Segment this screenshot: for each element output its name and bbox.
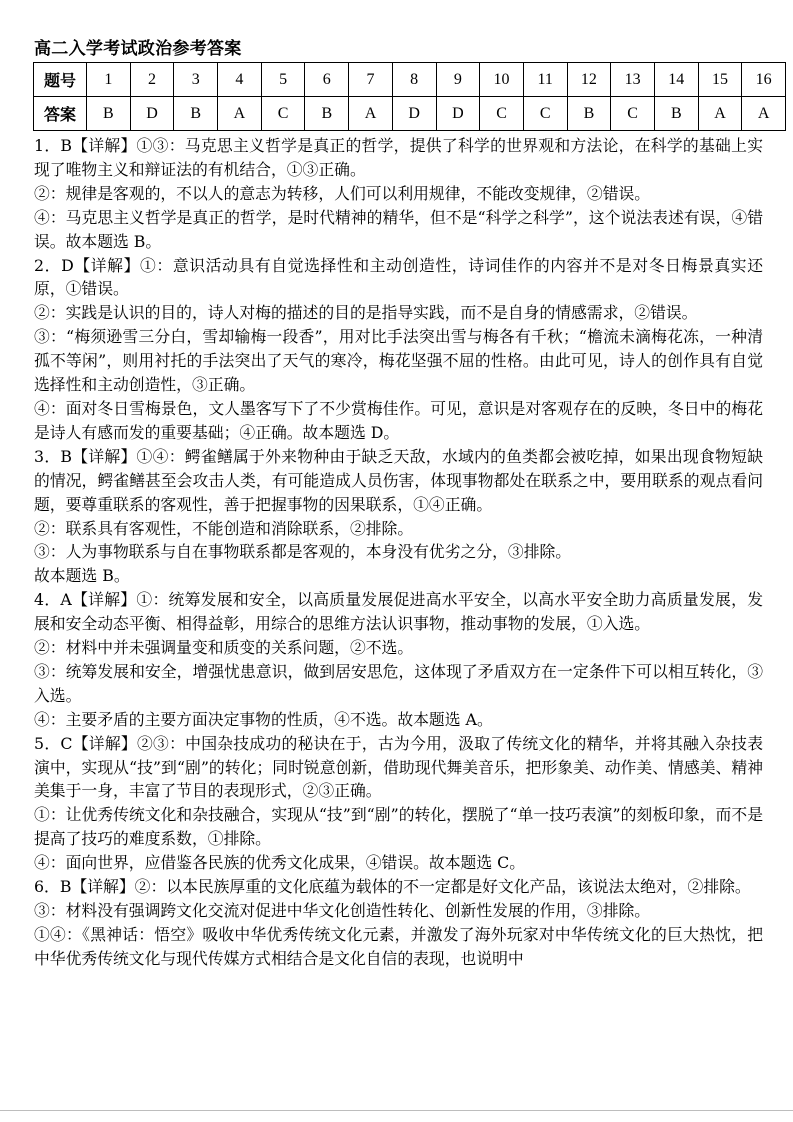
- question-number: 10: [480, 63, 524, 97]
- paragraph: ②：规律是客观的，不以人的意志为转移，人们可以利用规律，不能改变规律，②错误。: [34, 183, 651, 203]
- paragraph: ④：面对冬日雪梅景色，文人墨客写下了不少赏梅佳作。可见，意识是对客观存在的反映，冬日中的梅花是诗人有感而发的重要基础；④正确。故本题选 D。: [34, 398, 763, 442]
- paragraph: 3．B【详解】①④：鳄雀鳝属于外来物种由于缺乏天敌，水域内的鱼类都会被吃掉，如果出现食物短缺的情况，鳄雀鳝甚至会攻击人类，有可能造成人员伤害，体现事物都处在联系之中，要用联系的观点看问题，要尊重联系的客观性，善于把握事物的因果联系，①④正确。: [34, 446, 763, 514]
- question-number: 2: [130, 63, 174, 97]
- paragraph: ②：联系具有客观性，不能创造和消除联系，②排除。: [34, 518, 414, 538]
- page-bottom-divider: [0, 1110, 793, 1111]
- question-number: 13: [611, 63, 655, 97]
- answer-table: [33, 62, 786, 131]
- paragraph: ③：统筹发展和安全，增强忧患意识，做到居安思危，这体现了矛盾双方在一定条件下可以相互转化，③入选。: [34, 661, 763, 705]
- question-number: 1: [87, 63, 131, 97]
- paragraph: ①④：《黑神话：悟空》吸收中华优秀传统文化元素，并激发了海外玩家对中华传统文化的巨大热忱，把中华优秀传统文化与现代传媒方式相结合是文化自信的表现，也说明中: [34, 924, 763, 968]
- answer-cell: C: [523, 97, 567, 131]
- paragraph: ④：主要矛盾的主要方面决定事物的性质，④不选。故本题选 A。: [34, 709, 493, 729]
- paragraph: ②：实践是认识的目的，诗人对梅的描述的目的是指导实践，而不是自身的情感需求，②错误。: [34, 303, 698, 323]
- paragraph: ④：马克思主义哲学是真正的哲学，是时代精神的精华，但不是“科学之科学”，这个说法表述有误，④错误。故本题选 B。: [34, 207, 763, 251]
- paragraph: 5．C【详解】②③：中国杂技成功的秘诀在于，古为今用，汲取了传统文化的精华，并将其融入杂技表演中，实现从“技”到“剧”的转化；同时锐意创新，借助现代舞美音乐，把形象美、动作美、情感美、精神美集于一身，丰富了节目的表现形式，②③正确。: [34, 733, 763, 801]
- answer-cell: D: [392, 97, 436, 131]
- paragraph: 4．A【详解】①：统筹发展和安全，以高质量发展促进高水平安全，以高水平安全助力高质量发展，发展和安全动态平衡、相得益彰，用综合的思维方法认识事物，推动事物的发展，①入选。: [34, 590, 763, 634]
- question-number: 14: [654, 63, 698, 97]
- question-number: 9: [436, 63, 480, 97]
- answer-cell: A: [218, 97, 262, 131]
- question-number: 16: [742, 63, 786, 97]
- paragraph: 6．B【详解】②：以本民族厚重的文化底蕴为载体的不一定都是好文化产品，该说法太绝对，②排除。: [34, 877, 751, 897]
- paragraph: ③：“梅须逊雪三分白，雪却输梅一段香”，用对比手法突出雪与梅各有千秋；“檐流未滴梅花冻，一种清孤不等闲”，则用衬托的手法突出了天气的寒冷，梅花坚强不屈的性格。由此可见，诗人的创作具有自觉选择性和主动创造性，③正确。: [34, 327, 763, 395]
- number-row-label: 题号: [34, 63, 87, 97]
- question-number: 8: [392, 63, 436, 97]
- answer-cell: B: [654, 97, 698, 131]
- question-number: 15: [698, 63, 742, 97]
- answer-cell: B: [174, 97, 218, 131]
- answer-cell: A: [698, 97, 742, 131]
- paragraph: ①：让优秀传统文化和杂技融合，实现从“技”到“剧”的转化，摆脱了“单一技巧表演”的刻板印象，而不是提高了技巧的难度系数，①排除。: [34, 805, 763, 849]
- answer-cell: C: [480, 97, 524, 131]
- answer-cell: B: [567, 97, 611, 131]
- paragraph: ②：材料中并未强调量变和质变的关系问题，②不选。: [34, 638, 414, 658]
- answer-cell: C: [261, 97, 305, 131]
- paragraph: 1．B【详解】①③：马克思主义哲学是真正的哲学，提供了科学的世界观和方法论，在科学的基础上实现了唯物主义和辩证法的有机结合，①③正确。: [34, 136, 763, 179]
- paragraph: 故本题选 B。: [34, 566, 130, 586]
- paragraph: ③：材料没有强调跨文化交流对促进中华文化创造性转化、创新性发展的作用，③排除。: [34, 901, 651, 920]
- answer-cell: C: [611, 97, 655, 131]
- answer-row-label: 答案: [34, 97, 87, 131]
- question-number: 11: [523, 63, 567, 97]
- answer-cell: B: [305, 97, 349, 131]
- document-title: 高二入学考试政治参考答案: [34, 39, 242, 59]
- question-number: 7: [349, 63, 393, 97]
- answer-table-number-row: [34, 63, 786, 97]
- paragraph: ③：人为事物联系与自在事物联系都是客观的，本身没有优劣之分，③排除。: [34, 542, 572, 562]
- paragraph: 2．D【详解】①：意识活动具有自觉选择性和主动创造性，诗词佳作的内容并不是对冬日梅景真实还原，①错误。: [34, 255, 763, 299]
- answer-table-answer-row: [34, 97, 786, 131]
- question-number: 6: [305, 63, 349, 97]
- answer-cell: B: [87, 97, 131, 131]
- answer-cell: A: [349, 97, 393, 131]
- question-number: 12: [567, 63, 611, 97]
- question-number: 4: [218, 63, 262, 97]
- question-number: 5: [261, 63, 305, 97]
- question-number: 3: [174, 63, 218, 97]
- paragraph: ④：面向世界，应借鉴各民族的优秀文化成果，④错误。故本题选 C。: [34, 853, 526, 873]
- answer-cell: D: [130, 97, 174, 131]
- answer-cell: A: [742, 97, 786, 131]
- explanation-text: [34, 134, 763, 971]
- answer-cell: D: [436, 97, 480, 131]
